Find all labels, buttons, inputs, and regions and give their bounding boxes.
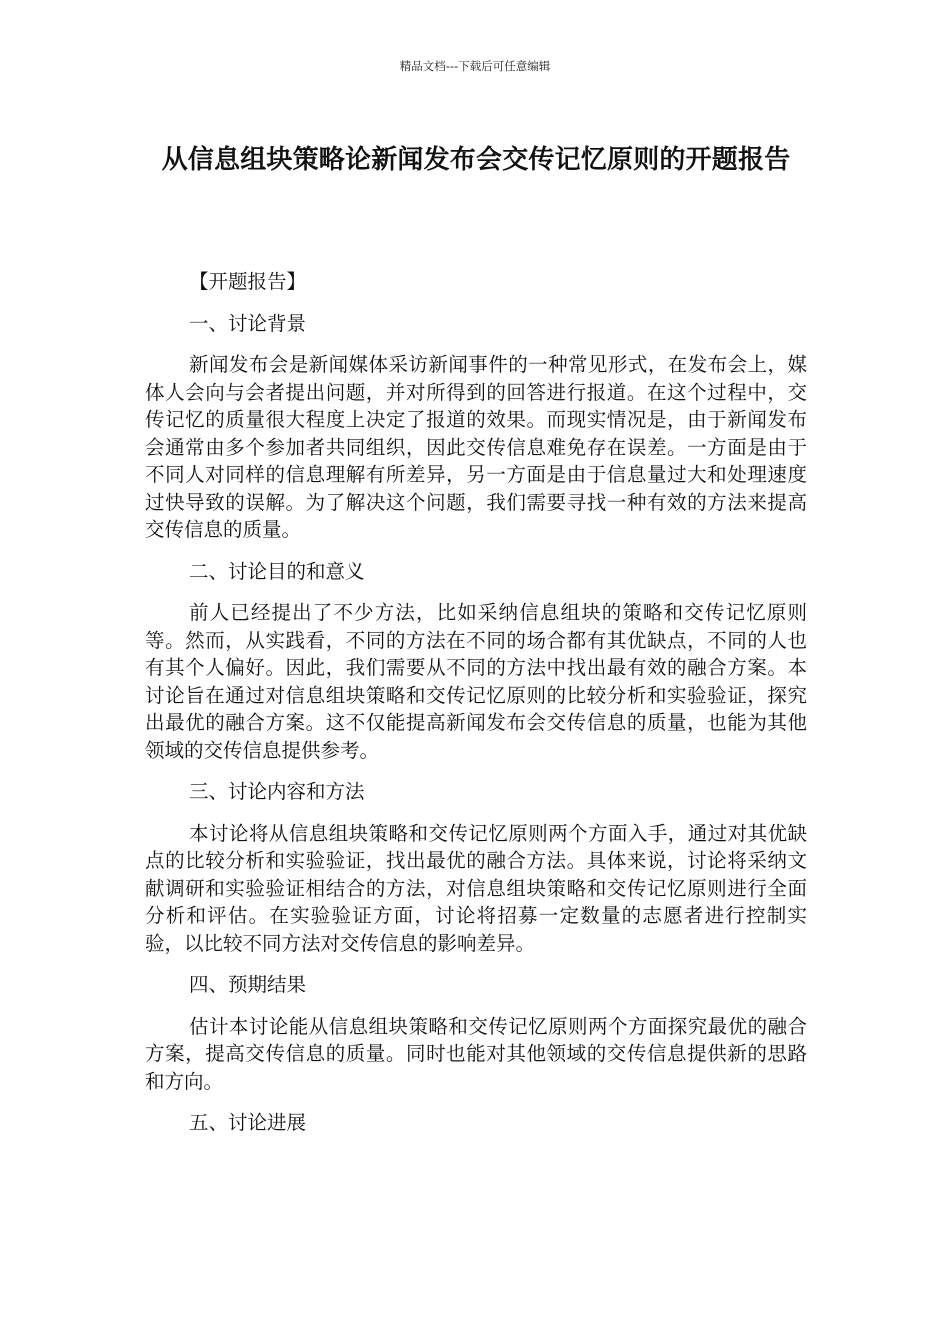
section-paragraph-purpose: 前人已经提出了不少方法，比如采纳信息组块的策略和交传记忆原则等。然而，从实践看，不同的方法在不同的场合都有其优缺点，不同的人也有其个人偏好。因此，我们需要从不同的方法中找出最有效的融合方案。本讨论旨在通过对信息组块策略和交传记忆原则的比较分析和实验验证，探究出最优的融合方案。这不仅能提高新闻发布会交传信息的质量，也能为其他领域的交传信息提供参考。 — [145, 601, 807, 762]
header-note: 精品文档---下载后可任意编辑 — [399, 59, 551, 73]
report-tag: 【开题报告】 — [189, 270, 307, 293]
section-heading-background: 一、讨论背景 — [189, 311, 307, 335]
section-paragraph-results: 估计本讨论能从信息组块策略和交传记忆原则两个方面探究最优的融合方案，提高交传信息的质量。同时也能对其他领域的交传信息提供新的思路和方向。 — [145, 1014, 807, 1093]
section-heading-purpose: 二、讨论目的和意义 — [189, 559, 365, 583]
section-heading-results: 四、预期结果 — [189, 973, 307, 996]
document-title: 从信息组块策略论新闻发布会交传记忆原则的开题报告 — [161, 145, 791, 175]
section-heading-progress: 五、讨论进展 — [189, 1111, 307, 1134]
section-heading-method: 三、讨论内容和方法 — [189, 780, 365, 803]
document-body — [145, 268, 807, 1151]
section-paragraph-method: 本讨论将从信息组块策略和交传记忆原则两个方面入手，通过对其优缺点的比较分析和实验验证，找出最优的融合方法。具体来说，讨论将采纳文献调研和实验验证相结合的方法，对信息组块策略和交传记忆原则进行全面分析和评估。在实验验证方面，讨论将招募一定数量的志愿者进行控制实验，以比较不同方法对交传信息的影响差异。 — [145, 821, 807, 955]
section-paragraph-background: 新闻发布会是新闻媒体采访新闻事件的一种常见形式，在发布会上，媒体人会向与会者提出问题，并对所得到的回答进行报道。在这个过程中，交传记忆的质量很大程度上决定了报道的效果。而现实情况是，由于新闻发布会通常由多个参加者共同组织，因此交传信息难免存在误差。一方面是由于不同人对同样的信息理解有所差异，另一方面是由于信息量过大和处理速度过快导致的误解。为了解决这个问题，我们需要寻找一种有效的方法来提高交传信息的质量。 — [145, 353, 807, 541]
